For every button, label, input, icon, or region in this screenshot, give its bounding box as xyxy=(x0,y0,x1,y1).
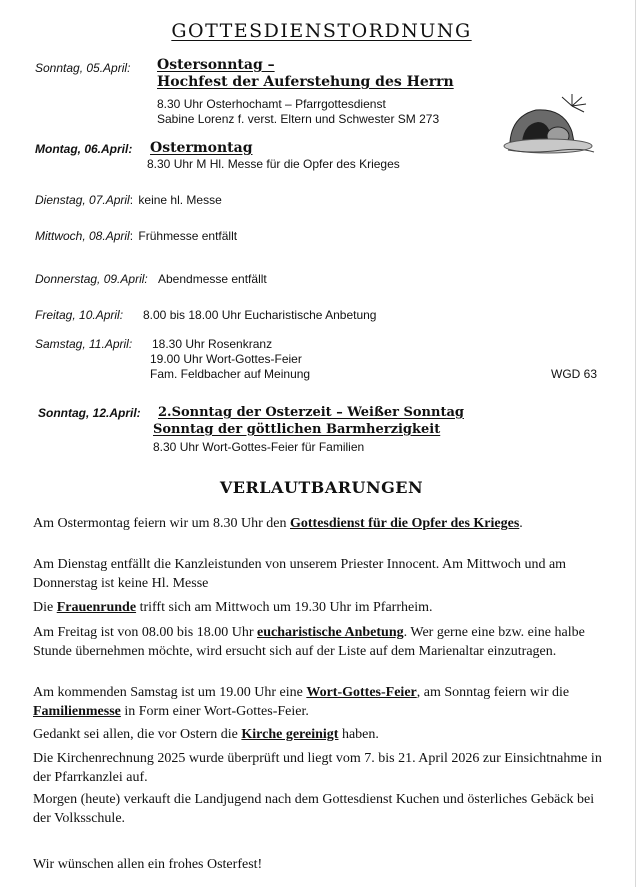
announcement-paragraph: Die Kirchenrechnung 2025 wurde überprüft und liegt vom 7. bis 21. April 2026 zur Einsichtnahme in der Pfarrkanzlei auf. xyxy=(33,751,602,785)
service-line: 8.30 Uhr Osterhochamt – Pfarrgottesdienst xyxy=(157,97,386,111)
intention-line: Fam. Feldbacher auf Meinung xyxy=(150,367,311,381)
announcements-heading: VERLAUTBARUNGEN xyxy=(219,478,424,497)
day-label-sat-11: Samstag, 11.April: xyxy=(35,337,133,351)
announcement-paragraph: Am Dienstag entfällt die Kanzleistunden von unserem Priester Innocent. Am Mittwoch und am Donnerstag ist keine Hl. Messe xyxy=(33,557,567,591)
announcement-paragraph: Die Frauenrunde trifft sich am Mittwoch um 19.30 Uhr im Pfarrheim. xyxy=(33,600,433,615)
day-text: 8.00 bis 18.00 Uhr Eucharistische Anbetung xyxy=(143,308,377,322)
day-row-wed-08 xyxy=(35,229,237,243)
separator: : xyxy=(129,193,134,207)
service-line: 8.30 Uhr Wort-Gottes-Feier für Familien xyxy=(153,440,365,454)
day-label-sun-12: Sonntag, 12.April: xyxy=(38,406,141,420)
highlight: Gottesdienst für die Opfer des Krieges xyxy=(290,516,520,531)
day-label-thu-09: Donnerstag, 09.April: xyxy=(35,272,148,286)
announcement-paragraph: Morgen (heute) verkauft die Landjugend nach dem Gottesdienst Kuchen und österliches Gebäck bei der Volksschule. xyxy=(33,792,595,826)
service-line: 19.00 Uhr Wort-Gottes-Feier xyxy=(150,352,302,366)
feast-subtitle-easter: Hochfest der Auferstehung des Herrn xyxy=(157,74,454,90)
feast-subtitle-divine-mercy: Sonntag der göttlichen Barmherzigkeit xyxy=(153,422,441,437)
announcement-paragraph: Am Freitag ist von 08.00 bis 18.00 Uhr eucharistische Anbetung. Wer gerne eine bzw. eine halbe Stunde übernehmen möchte, wird ersucht sich auf der Liste auf dem Marienaltar einzutragen. xyxy=(33,625,585,659)
day-label-wed-08: Mittwoch, 08.April xyxy=(35,229,130,243)
day-label-sun-05: Sonntag, 05.April: xyxy=(35,61,131,75)
highlight: Wort-Gottes-Feier xyxy=(306,685,417,700)
highlight: eucharistische Anbetung xyxy=(257,625,404,640)
empty-tomb-illustration xyxy=(502,92,598,156)
feast-title-easter-monday: Ostermontag xyxy=(150,140,253,156)
separator: : xyxy=(129,229,134,243)
day-label-fri-10: Freitag, 10.April: xyxy=(35,308,124,322)
highlight: Kirche gereinigt xyxy=(241,727,339,742)
highlight: Frauenrunde xyxy=(56,600,137,615)
day-row-tue-07 xyxy=(35,193,222,207)
feast-title-easter: Ostersonntag – xyxy=(157,57,275,73)
day-text: Frühmesse entfällt xyxy=(138,229,238,243)
page-edge xyxy=(635,0,636,887)
service-line: 8.30 Uhr M Hl. Messe für die Opfer des Krieges xyxy=(147,157,400,171)
day-text: Abendmesse entfällt xyxy=(158,272,267,286)
intention-line: Sabine Lorenz f. verst. Eltern und Schwester SM 273 xyxy=(157,112,440,126)
day-text: keine hl. Messe xyxy=(138,193,222,207)
closing-line: Wir wünschen allen ein frohes Osterfest! xyxy=(33,857,263,872)
announcement-paragraph: Gedankt sei allen, die vor Ostern die Kirche gereinigt haben. xyxy=(33,727,379,742)
feast-title-white-sunday: 2.Sonntag der Osterzeit – Weißer Sonntag xyxy=(158,405,464,420)
page-title: GOTTESDIENSTORDNUNG xyxy=(171,20,472,42)
announcement-paragraph: Am kommenden Samstag ist um 19.00 Uhr eine Wort-Gottes-Feier, am Sonntag feiern wir die Familienmesse in Form einer Wort-Gottes-Feier. xyxy=(33,685,570,719)
service-line: 18.30 Uhr Rosenkranz xyxy=(152,337,273,351)
intention-code: WGD 63 xyxy=(551,367,598,381)
day-label-tue-07: Dienstag, 07.April xyxy=(35,193,130,207)
announcement-paragraph: Am Ostermontag feiern wir um 8.30 Uhr den Gottesdienst für die Opfer des Krieges. xyxy=(33,516,523,531)
highlight: Familienmesse xyxy=(33,703,121,719)
day-label-mon-06: Montag, 06.April: xyxy=(35,142,133,156)
